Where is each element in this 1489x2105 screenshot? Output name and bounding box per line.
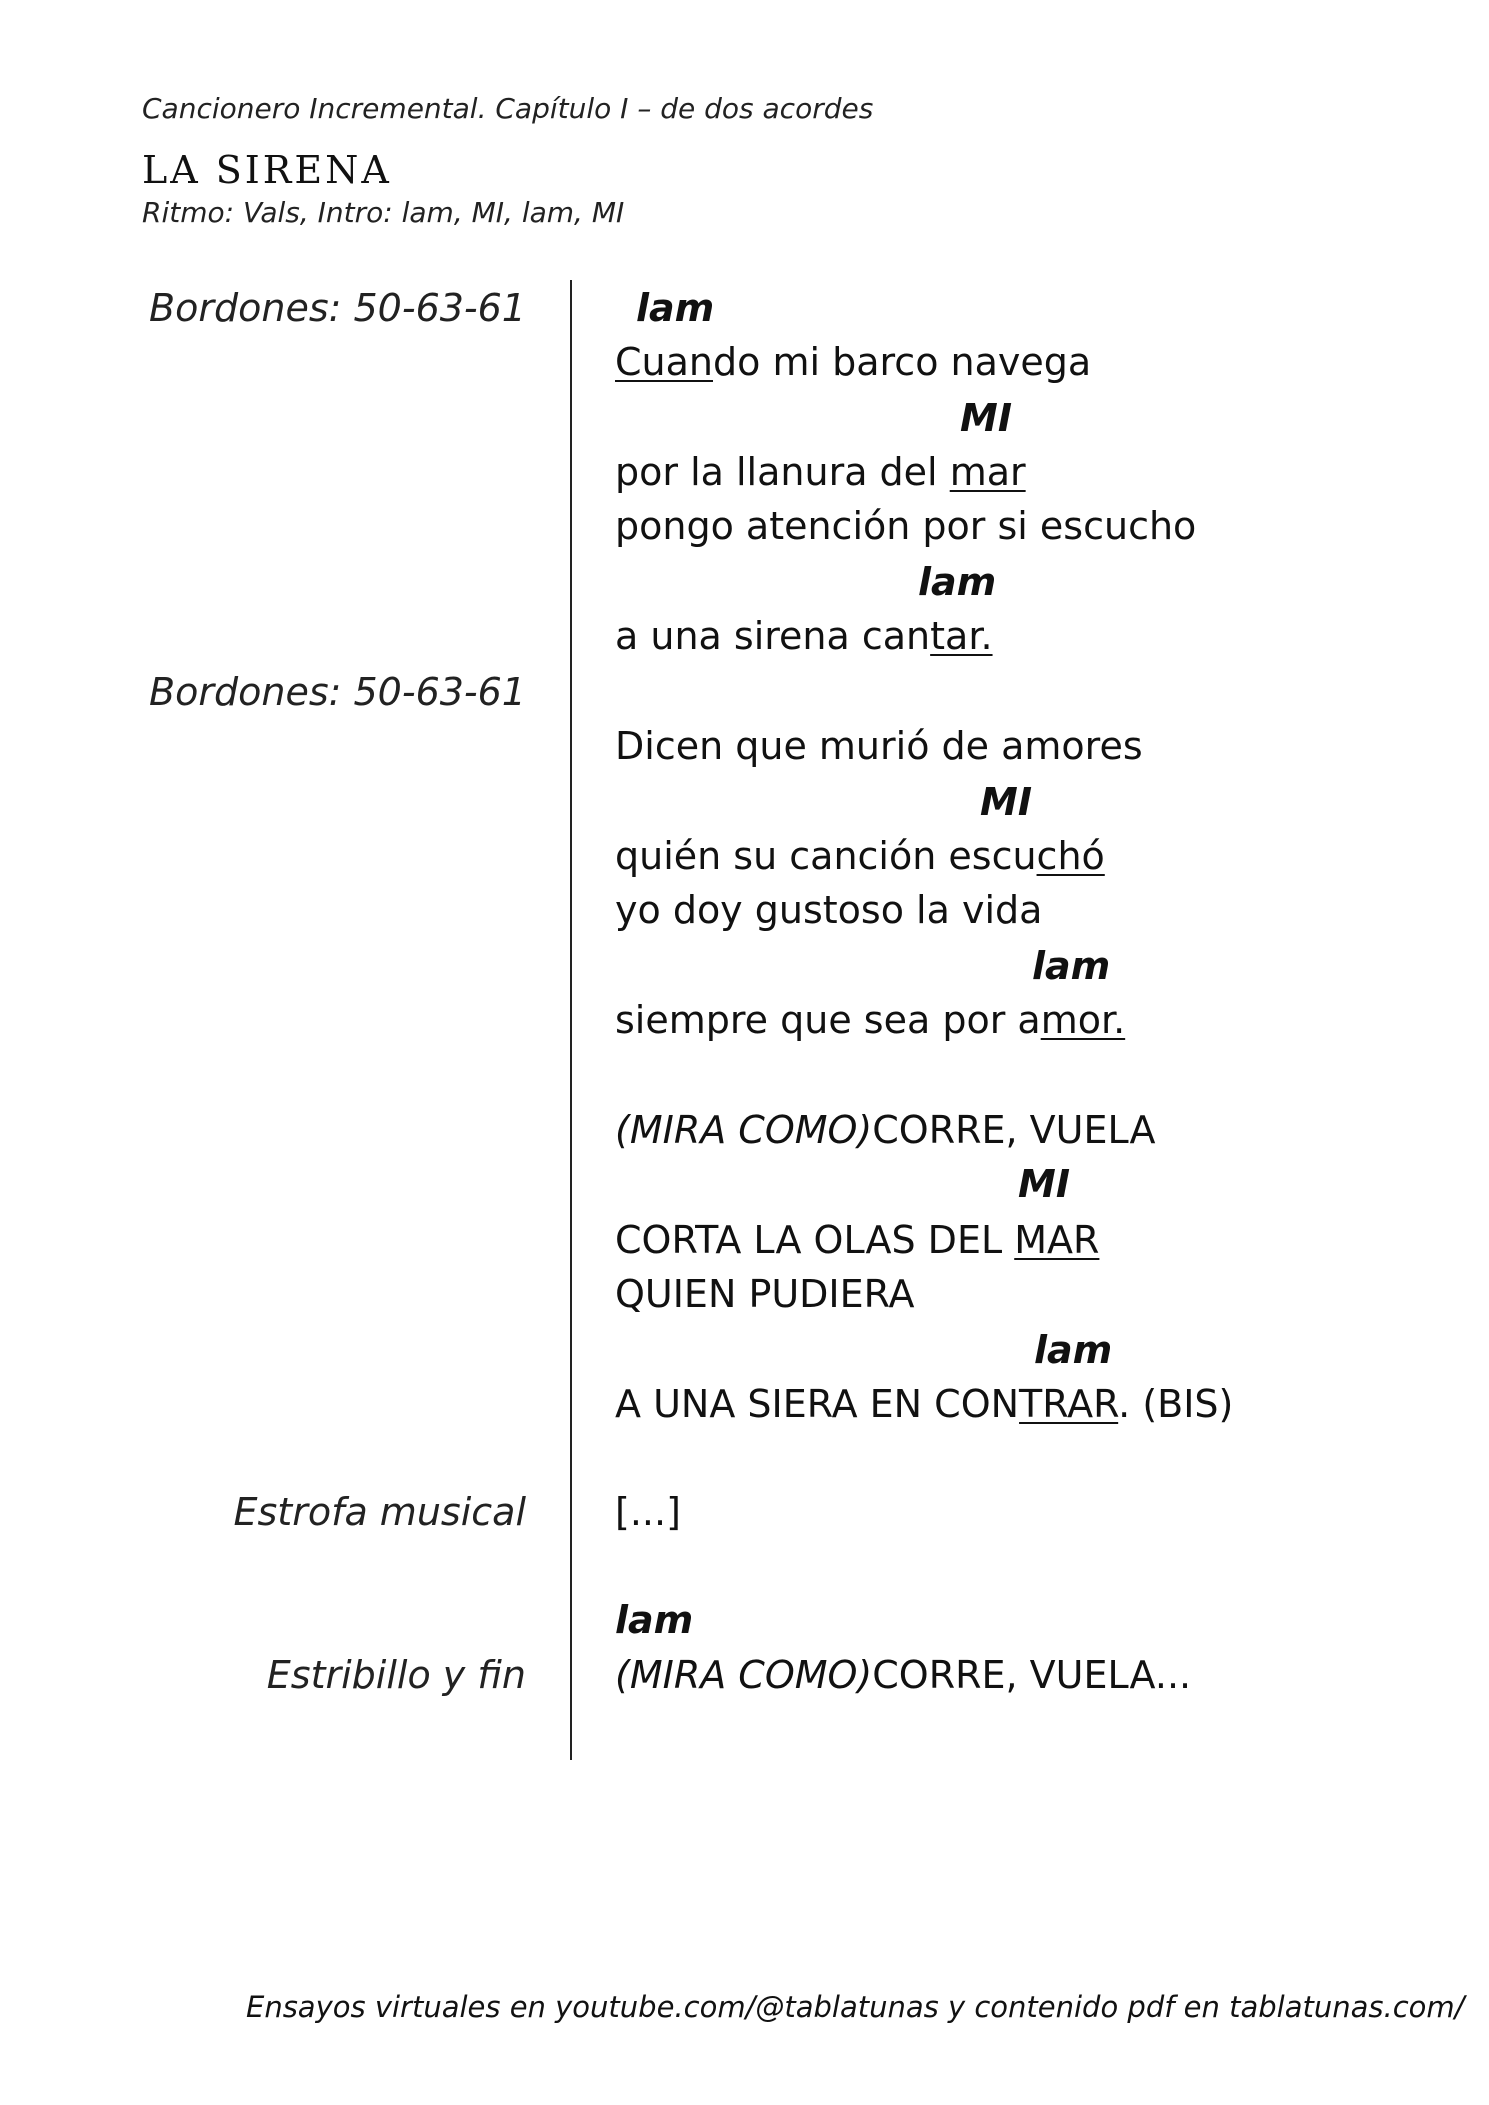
lyric-line: por la llanura del mar [615,450,1026,494]
chord: MI [1018,1162,1070,1206]
chord: lam [1032,944,1111,988]
footer-note: Ensayos virtuales en youtube.com/@tablatunas y contenido pdf en tablatunas.com/ [246,1990,1465,2024]
lyric-line: pongo atención por si escucho [615,504,1197,548]
lyric-line: (MIRA COMO)CORRE, VUELA [615,1108,1156,1152]
bass-note-2: Bordones: 50-63-61 [149,670,526,714]
lyric-line: a una sirena cantar. [615,614,993,658]
bass-note-1: Bordones: 50-63-61 [149,286,526,330]
chord: lam [1034,1328,1113,1372]
chord: MI [980,780,1032,824]
lyric-line: Dicen que murió de amores [615,724,1143,768]
musical-verse-note: Estrofa musical [233,1490,526,1534]
lyric-line: Cuando mi barco navega [615,340,1092,384]
lyric-line: quién su canción escuchó [615,834,1105,878]
chord: lam [636,286,715,330]
song-rhythm-intro: Ritmo: Vals, Intro: lam, MI, lam, MI [142,196,625,229]
interlude-ellipsis: [...] [615,1490,681,1534]
column-divider [570,280,572,1760]
lyric-line: CORTA LA OLAS DEL MAR [615,1218,1100,1262]
chorus-end-note: Estribillo y fin [266,1653,526,1697]
lyric-line: QUIEN PUDIERA [615,1272,915,1316]
chord: lam [615,1598,694,1642]
lyric-line: siempre que sea por amor. [615,998,1126,1042]
lyric-line: A UNA SIERA EN CONTRAR. (BIS) [615,1382,1234,1426]
lyric-line: yo doy gustoso la vida [615,888,1043,932]
song-title: LA SIRENA [142,148,392,192]
songbook-series: Cancionero Incremental. Capítulo I – de dos acordes [142,92,874,125]
chord: lam [918,560,997,604]
lyric-line: (MIRA COMO)CORRE, VUELA... [615,1653,1192,1697]
chord: MI [960,396,1012,440]
